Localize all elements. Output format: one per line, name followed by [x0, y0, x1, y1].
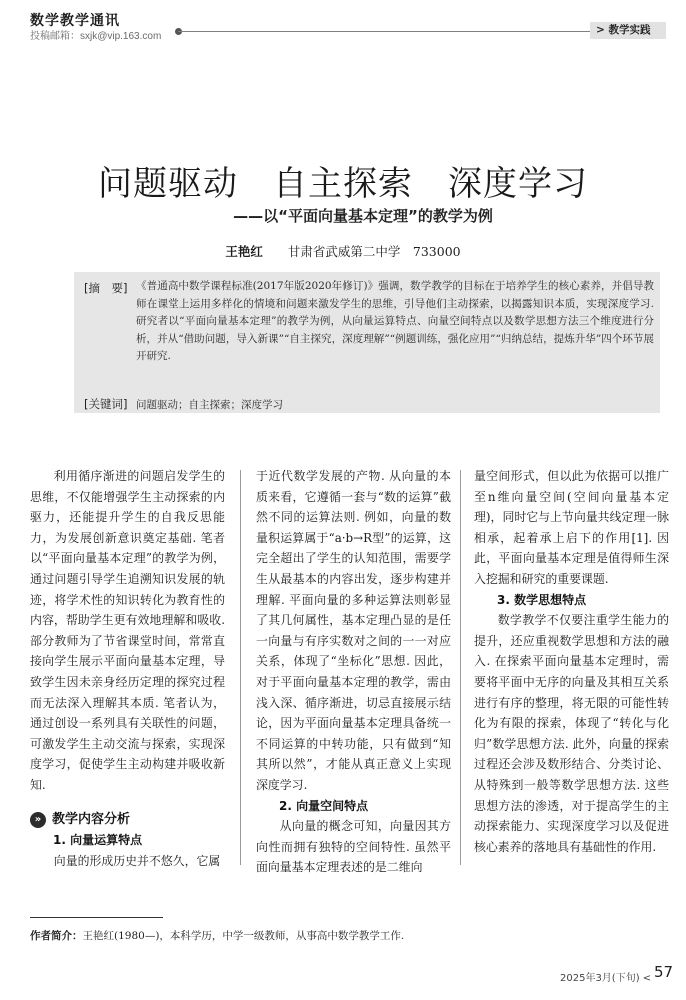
- abstract-text: 《普通高中数学课程标准(2017年版2020年修订)》强调，数学教学的目标在于培养学生的核心素养，并倡导教师在课堂上运用多样化的情境和问题来激发学生的思维，引导他们主动探索，以揭露知识本质，实现深度学习. 研究者以“平面向量基本定理”的教学为例，从向量运算特点、向量空间特点以及数学思想方法三个维度进行分析，并从“借助问题，导入新课”“自主探究，深度理解”“例题训练，强化应用”“归纳总结，提炼升华”四个环节展开研究.: [136, 280, 654, 363]
- author-affiliation: 甘肃省武威第二中学 733000: [287, 244, 461, 259]
- footnote-text: 王艳红(1980—)，本科学历，中学一级教师，从事高中数学教学工作.: [82, 930, 405, 942]
- column-divider: [240, 470, 241, 865]
- footnote-rule: [30, 917, 163, 918]
- body-column-3: [474, 466, 669, 857]
- author-footnote: [30, 928, 404, 943]
- section-heading: [30, 810, 225, 831]
- body-paragraph: 于近代数学发展的产物. 从向量的本质来看，它遵循一套与“数的运算”截然不同的运算法则. 例如，向量的数量积运算属于“a·b→R型”的运算，这完全超出了学生的认知范围，需要学生从最基本的内容出发，逐步构建并理解. 平面向量的多种运算法则彰显了其几何属性，基本定理凸显的是任一向量与有序实数对之间的一一对应关系，体现了“坐标化”思想. 因此，对于平面向量基本定理的教学，需由浅入深、循序渐进，切忌直接展示结论，因为平面向量基本定理具备统一不同运算的中转功能，只有做到“知其所以然”，才能从真正意义上实现深度学习.: [256, 469, 451, 792]
- body-column-1: [30, 466, 225, 871]
- abstract-label: [摘 要]: [84, 281, 128, 295]
- article-title: 问题驱动 自主探索 深度学习: [98, 164, 588, 204]
- section-title: 教学内容分析: [52, 811, 131, 827]
- subsection-heading-1: 1. 向量运算特点: [53, 833, 143, 848]
- keywords-label: [关键词]: [84, 397, 128, 411]
- body-paragraph: 数学教学不仅要注重学生能力的提升，还应重视数学思想和方法的融入. 在探索平面向量基本定理时，需要将平面中无序的向量及其相互关系进行有序的整理，将无限的可能性转化为有限的探索，体现了“转化与化归”数学思想方法. 此外，向量的探索过程还会涉及数形结合、分类讨论、从特殊到一般等数学思想方法. 这些思想方法的渗透，对于提高学生的主动探索能力、实现深度学习以及促进核心素养的落地具有基础性的作用.: [474, 613, 669, 854]
- keywords-text: 问题驱动；自主探索；深度学习: [136, 399, 283, 411]
- body-column-2: [256, 466, 451, 878]
- subsection-heading-3: 3. 数学思想特点: [497, 592, 587, 607]
- issue-date: 2025年3月(下旬) <: [560, 973, 652, 984]
- body-paragraph: 量空间形式，但以此为依据可以推广至n维向量空间(空间向量基本定理)，同时它与上节向量共线定理一脉相承，起着承上启下的作用[1]. 因此，平面向量基本定理是值得师生深入挖掘和研究的重要课题.: [474, 469, 669, 586]
- author-line: [0, 242, 686, 260]
- article-subtitle: ——以“平面向量基本定理”的教学为例: [233, 207, 493, 225]
- header-rule: [178, 31, 628, 32]
- section-tag: > 教学实践: [590, 22, 666, 39]
- abstract-box: [74, 272, 660, 413]
- section-arrow-icon: »: [30, 812, 46, 828]
- journal-email: 投稿邮箱：sxjk@vip.163.com: [30, 31, 162, 42]
- author-name: 王艳红: [225, 244, 263, 259]
- column-divider: [460, 470, 461, 865]
- page-header: [30, 10, 666, 46]
- subsection-heading-2: 2. 向量空间特点: [279, 798, 369, 813]
- body-paragraph: 向量的形成历史并不悠久，它属: [53, 853, 221, 868]
- footnote-label: 作者简介：: [30, 930, 83, 942]
- journal-title: 数学教学通讯: [30, 13, 120, 29]
- intro-paragraph: 利用循序渐进的问题启发学生的思维，不仅能增强学生主动探索的内驱力，还能提升学生的自我反思能力，为发展创新意识奠定基础. 笔者以“平面向量基本定理”的教学为例，通过问题引导学生追溯知识发展的轨迹，将学术性的知识转化为教育性的内容，帮助学生更有效地理解和吸收. 部分教师为了节省课堂时间，常常直接向学生展示平面向量基本定理，导致学生因未亲身经历定理的探究过程而无法深入理解其本质. 笔者认为，通过创设一系列具有关联性的问题，可激发学生主动交流与探索，实现深度学习，促使学生主动构建并吸收新知.: [30, 469, 225, 792]
- body-paragraph: 从向量的概念可知，向量因其方向性而拥有独特的空间特性. 虽然平面向量基本定理表述的是二维向: [256, 819, 451, 875]
- page-number: 57: [654, 963, 674, 981]
